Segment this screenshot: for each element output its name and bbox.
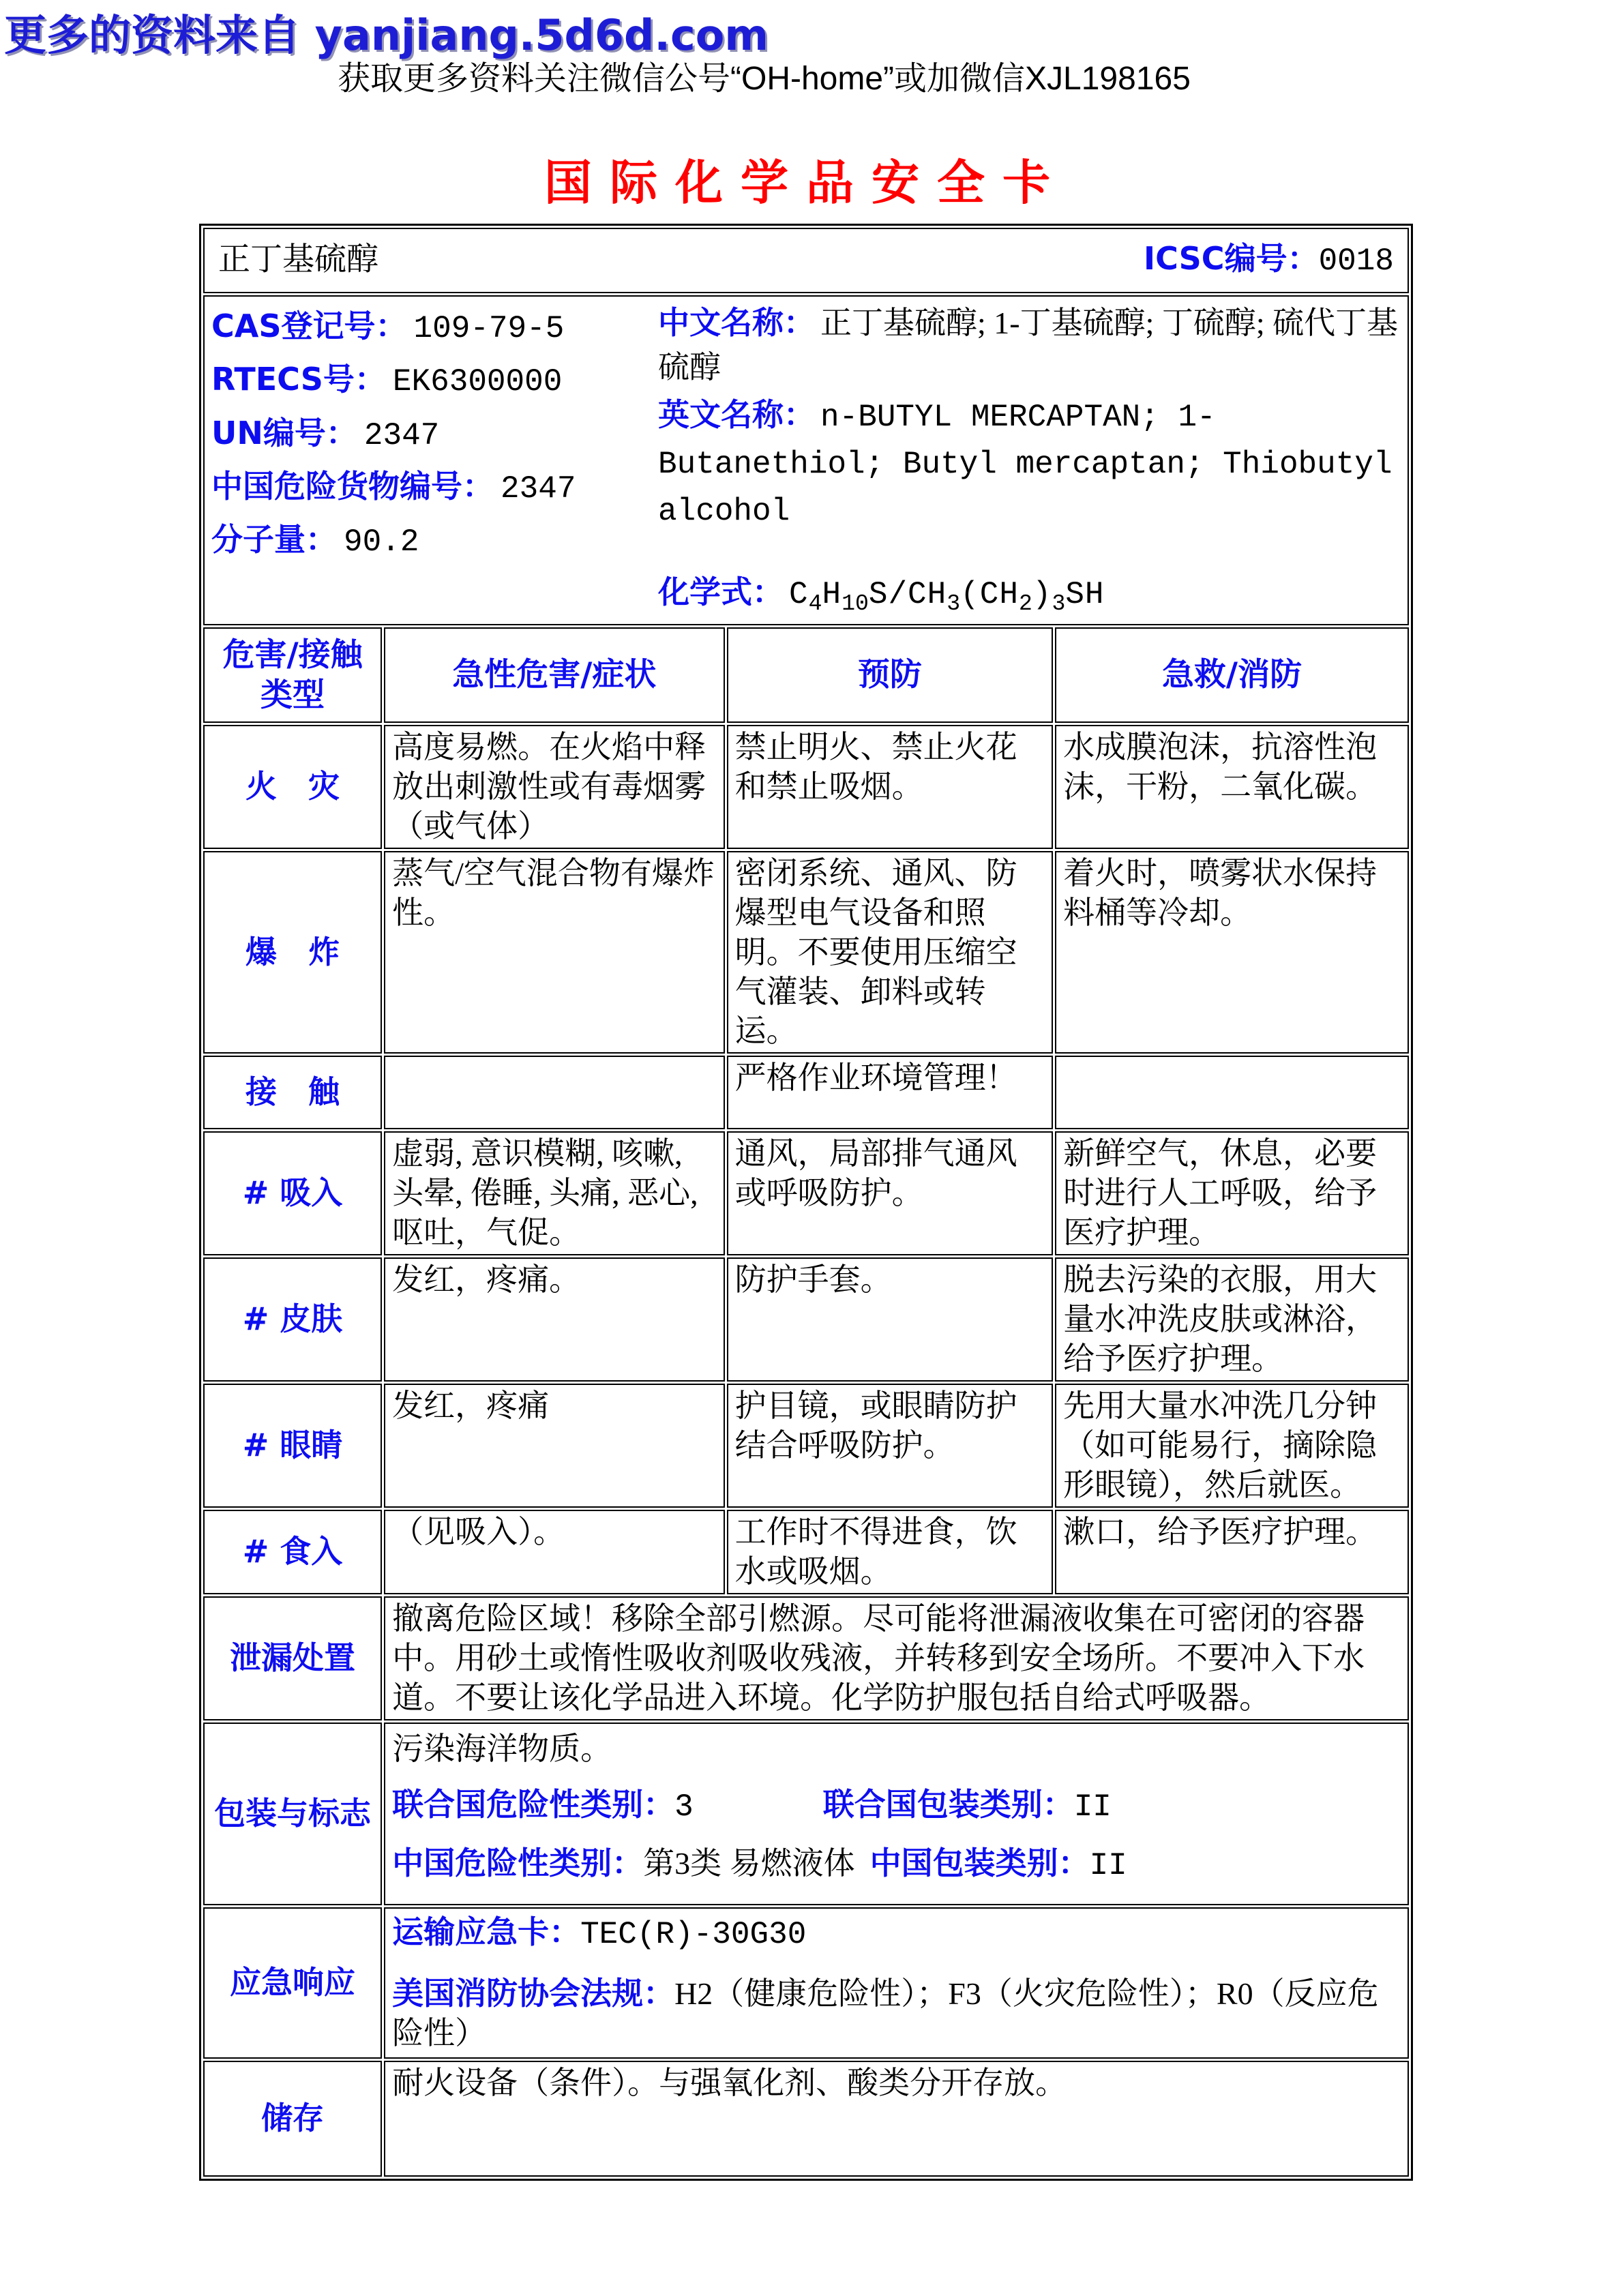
header-prevention (727, 627, 1053, 723)
storage-row (203, 2061, 1409, 2177)
hazard-row-eyes (203, 1384, 1409, 1508)
icsc-number-label: ICSC编号： (1143, 240, 1319, 278)
contact-firstaid-cell (1055, 1056, 1409, 1129)
eyes-prevention-cell: 护目镜，或眼睛防护结合呼吸防护。 (727, 1384, 1053, 1508)
cas-value: 109-79-5 (413, 311, 565, 346)
chemical-formula-line (658, 570, 1401, 620)
rtecs-value: EK6300000 (392, 364, 563, 400)
en-name-label: 英文名称： (658, 396, 815, 433)
header-hazard-type (203, 627, 382, 723)
chinese-names (658, 301, 1401, 390)
hazard-header-row (203, 627, 1409, 723)
china-dg-label: 中国危险货物编号： (211, 467, 494, 505)
packaging-label-cell (203, 1723, 382, 1905)
cn-name-value: 正丁基硫醇; 1-丁基硫醇; 丁硫醇; 硫代丁基硫醇 (658, 305, 1399, 385)
contact-type-cell (203, 1056, 382, 1129)
header-symptoms-label: 急性危害/症状 (452, 656, 657, 694)
skin-prevention-cell: 防护手套。 (727, 1257, 1053, 1382)
un-pack-group-value: II (1073, 1789, 1112, 1825)
cas-number (211, 304, 658, 351)
inhalation-firstaid-cell: 新鲜空气，休息，必要时进行人工呼吸，给予医疗护理。 (1055, 1131, 1409, 1255)
inhalation-prevention-cell: 通风，局部排气通风或呼吸防护。 (727, 1131, 1053, 1255)
china-dg-value: 2347 (501, 471, 576, 507)
en-name-value: n-BUTYL MERCAPTAN; 1-Butanethiol; Butyl mercaptan; Thiobutyl alcohol (658, 399, 1393, 530)
cn-name-label: 中文名称： (658, 304, 815, 341)
nfpa-value: H2（健康危险性）；F3（火灾危险性）；R0（反应危险性） (392, 1976, 1379, 2051)
cas-label: CAS登记号： (211, 308, 407, 344)
fire-prevention-cell: 禁止明火、禁止火花和禁止吸烟。 (727, 725, 1053, 849)
hazard-row-contact (203, 1056, 1409, 1129)
emergency-label: 应急响应 (230, 1963, 356, 2001)
storage-label-cell (203, 2061, 382, 2177)
spill-label: 泄漏处置 (230, 1639, 356, 1676)
page-title: 国际化学品安全卡 (544, 155, 1068, 211)
emergency-row (203, 1907, 1409, 2059)
eyes-type-cell (203, 1384, 382, 1508)
explosion-firstaid-cell: 着火时，喷雾状水保持料桶等冷却。 (1055, 851, 1409, 1054)
storage-text-cell: 耐火设备（条件）。与强氧化剂、酸类分开存放。 (384, 2061, 1409, 2177)
un-classification-line (392, 1785, 1401, 1828)
nfpa-line (392, 1974, 1401, 2053)
english-names (658, 393, 1401, 535)
mw-label: 分子量： (211, 521, 337, 558)
watermark-text: 更多的资料来自 yanjiang.5d6d.com (4, 10, 769, 60)
ingestion-prevention-cell: 工作时不得进食，饮水或吸烟。 (727, 1510, 1053, 1594)
cn-hazard-class-value: 第3类 易燃液体 (643, 1845, 855, 1881)
formula-label: 化学式： (658, 573, 784, 610)
spill-label-cell (203, 1596, 382, 1720)
emergency-content-cell (384, 1907, 1409, 2059)
cn-pack-group-value: II (1089, 1847, 1127, 1883)
fire-type-label: 火 灾 (245, 767, 340, 805)
substance-header-cell (203, 228, 1409, 293)
ingestion-type-cell (203, 1510, 382, 1594)
contact-symptoms-cell (384, 1056, 725, 1129)
rtecs-label: RTECS号： (211, 361, 386, 398)
header-symptoms (384, 627, 725, 723)
cn-classification-line (392, 1844, 1401, 1886)
skin-type-label: # 皮肤 (242, 1300, 343, 1338)
packaging-content-cell (384, 1723, 1409, 1905)
spill-row (203, 1596, 1409, 1720)
ingestion-type-label: # 食入 (242, 1532, 343, 1570)
nfpa-label: 美国消防协会法规： (392, 1974, 675, 2012)
contact-type-label: 接 触 (245, 1073, 340, 1111)
marine-pollutant-note: 污染海洋物质。 (392, 1731, 612, 1766)
un-number (211, 411, 658, 458)
ingestion-firstaid-cell: 漱口，给予医疗护理。 (1055, 1510, 1409, 1594)
skin-firstaid-cell: 脱去污染的衣服，用大量水冲洗皮肤或淋浴，给予医疗护理。 (1055, 1257, 1409, 1382)
eyes-firstaid-cell: 先用大量水冲洗几分钟（如可能易行，摘除隐形眼镜），然后就医。 (1055, 1384, 1409, 1508)
explosion-symptoms-cell: 蒸气/空气混合物有爆炸性。 (384, 851, 725, 1054)
ingestion-symptoms-cell: （见吸入）。 (384, 1510, 725, 1594)
explosion-prevention-cell: 密闭系统、通风、防爆型电气设备和照明。不要使用压缩空气灌装、卸料或转运。 (727, 851, 1053, 1054)
skin-type-cell (203, 1257, 382, 1382)
icsc-number (1144, 239, 1394, 282)
hazard-row-skin (203, 1257, 1409, 1382)
identification-cell (203, 295, 1409, 625)
china-dg-number (211, 464, 658, 511)
tremcard-value: TEC(R)-30G30 (580, 1916, 807, 1952)
explosion-type-label: 爆 炸 (245, 933, 340, 970)
inhalation-type-cell (203, 1131, 382, 1255)
hazard-row-inhalation (203, 1131, 1409, 1255)
hazard-row-ingestion (203, 1510, 1409, 1594)
inhalation-type-label: # 吸入 (242, 1174, 343, 1212)
fire-type-cell (203, 725, 382, 849)
emergency-label-cell (203, 1907, 382, 2059)
un-value: 2347 (363, 417, 440, 453)
identification-row (203, 295, 1409, 625)
hazard-row-explosion (203, 851, 1409, 1054)
promo-line: 获取更多资料关注微信公号“OH-home”或加微信XJL198165 (338, 61, 1191, 97)
explosion-type-cell (203, 851, 382, 1054)
un-hazard-class-label: 联合国危险性类别： (392, 1785, 675, 1823)
icsc-card-table (199, 224, 1413, 2181)
cn-pack-group-label: 中国包装类别： (869, 1844, 1090, 1881)
packaging-label: 包装与标志 (214, 1794, 372, 1832)
tremcard-label: 运输应急卡： (392, 1913, 581, 1950)
eyes-symptoms-cell: 发红，疼痛 (384, 1384, 725, 1508)
cn-hazard-class-label: 中国危险性类别： (392, 1844, 644, 1881)
substance-header-row (203, 228, 1409, 293)
registry-numbers (211, 298, 658, 571)
spill-text-cell: 撤离危险区域！移除全部引燃源。尽可能将泄漏液收集在可密闭的容器中。用砂土或惰性吸收剂吸收残液，并转移到安全场所。不要冲入下水道。不要让该化学品进入环境。化学防护服包括自给式呼吸器。 (384, 1596, 1409, 1720)
inhalation-symptoms-cell: 虚弱, 意识模糊, 咳嗽, 头晕, 倦睡, 头痛, 恶心, 呕吐，气促。 (384, 1131, 725, 1255)
un-hazard-class-value: 3 (674, 1789, 694, 1825)
rtecs-number (211, 357, 658, 404)
mw-value: 90.2 (344, 524, 419, 561)
skin-symptoms-cell: 发红，疼痛。 (384, 1257, 725, 1382)
packaging-row (203, 1723, 1409, 1905)
fire-symptoms-cell: 高度易燃。在火焰中释放出刺激性或有毒烟雾（或气体） (384, 725, 725, 849)
un-pack-group-label: 联合国包装类别： (822, 1785, 1074, 1823)
tremcard-line (392, 1913, 1401, 1955)
header-hazard-type-label: 危害/接触类型 (222, 636, 363, 714)
substance-names (658, 298, 1401, 623)
fire-firstaid-cell: 水成膜泡沫，抗溶性泡沫，干粉，二氧化碳。 (1055, 725, 1409, 849)
icsc-number-value: 0018 (1318, 243, 1394, 280)
chemical-formula: $C_4H_{10}S/CH_3(CH_2)_3SH$ (789, 576, 1105, 616)
substance-name: 正丁基硫醇 (218, 242, 378, 278)
hazard-row-fire (203, 725, 1409, 849)
header-prevention-label: 预防 (857, 656, 922, 694)
storage-label: 储存 (261, 2099, 325, 2136)
eyes-type-label: # 眼睛 (242, 1427, 343, 1464)
header-firstaid (1055, 627, 1409, 723)
header-firstaid-label: 急救/消防 (1161, 656, 1302, 694)
molecular-weight (211, 518, 658, 565)
un-label: UN编号： (211, 414, 357, 451)
contact-prevention-cell: 严格作业环境管理！ (727, 1056, 1053, 1129)
